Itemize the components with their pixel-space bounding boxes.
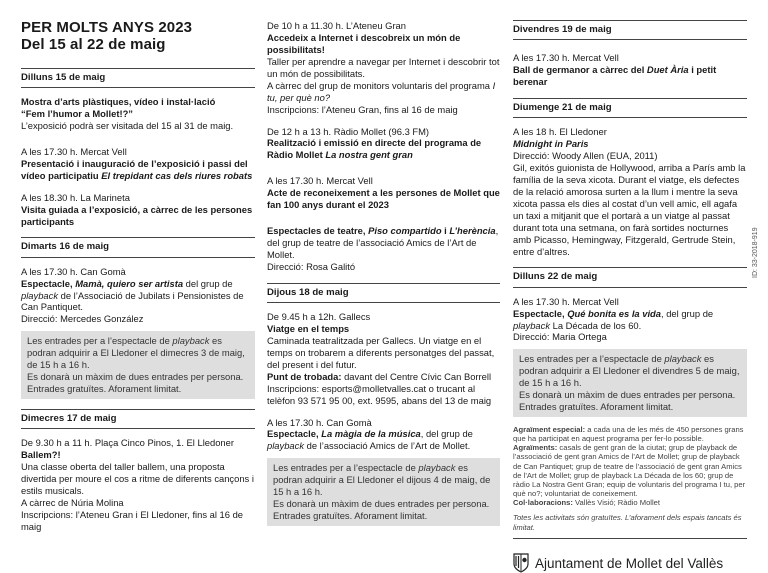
title-rest-2: de l’associació Amics de l’Art de Mollet.: [304, 440, 471, 452]
title-italic: Qué bonita es la vida: [567, 307, 661, 319]
event-time: A les 18.30 h. La Marineta: [21, 191, 130, 203]
event-theatre: [267, 225, 500, 273]
event-time: A les 18 h. El Lledoner: [513, 126, 607, 138]
event-title: [21, 278, 255, 314]
title-italic: La nostra gent gran: [325, 149, 413, 161]
event-title: [267, 225, 500, 261]
coat-of-arms-icon: [513, 553, 529, 573]
event-exhibition: [21, 96, 255, 132]
event-title: [513, 308, 747, 332]
event-time: A les 17.30 h. Can Gomà: [21, 265, 126, 277]
note-text: a cada una de les més de 450 persones grans que ha participat en aquest programa per fer-lo possible.: [513, 425, 744, 444]
ticket-line-2: Es donarà un màxim de dues entrades per persona.: [27, 371, 244, 383]
event-show-mama: [21, 266, 255, 326]
event-centenarians: [267, 175, 500, 211]
playback-word: playback: [21, 289, 59, 301]
event-time: A les 17.30 h. Mercat Vell: [21, 145, 127, 157]
event-guided-visit: [21, 192, 255, 228]
city-council-logo: [513, 553, 747, 573]
play-2: L’herència: [449, 225, 496, 237]
event-title: [21, 158, 255, 182]
note-label: Agraïments:: [513, 443, 558, 453]
note-label: Agraïment especial:: [513, 425, 586, 435]
text: Les entrades per a l’espectacle de: [27, 335, 173, 347]
text: es podran adquirir a El Lledoner el divendres 5 de maig, de 15 h a 16 h.: [519, 353, 740, 389]
title-line-2: Del 15 al 22 de maig: [21, 35, 166, 53]
meet-place: davant del Centre Cívic Can Borrell: [341, 370, 492, 382]
column-2: [267, 20, 500, 536]
event-description: Caminada teatralitzada per Gallecs. Un viatge en el temps on trobarem a diferents personatges del passat, del present i del futur.: [267, 334, 495, 370]
free-activities-note: Totes les activitats són gratuïtes. L’aforament dels espais tancats és limitat.: [513, 513, 742, 532]
ticket-line-3: Entrades gratuïtes. Aforament limitat.: [519, 401, 674, 413]
event-dance: [513, 52, 747, 88]
day-heading-wednesday: Dimecres 17 de maig: [21, 409, 255, 429]
day-heading-sunday: Diumenge 21 de maig: [513, 98, 747, 118]
note-thanks: [513, 443, 747, 498]
event-title: Visita guiada a l’exposició, a càrrec de les persones participants: [21, 203, 253, 227]
event-title: Mostra d’arts plàstiques, vídeo i instal·lació: [21, 96, 216, 108]
ticket-line-2: Es donarà un màxim de dues entrades per persona.: [519, 389, 736, 401]
note-text: Vallès Visió; Ràdio Mollet: [572, 497, 661, 507]
day-heading-monday-22: Dilluns 22 de maig: [513, 267, 747, 287]
text: es podran adquirir a El Lledoner el dimecres 3 de maig, de 15 h a 16 h.: [27, 335, 245, 371]
event-time: De 9.30 h a 11 h. Plaça Cinco Pinos, 1. El Lledoner: [21, 437, 234, 449]
event-presentation: [21, 146, 255, 182]
program-name: I tu, per què no?: [267, 79, 496, 103]
event-time: A les 17.30 h. Can Gomà: [267, 416, 372, 428]
event-title: [267, 137, 500, 161]
event-director: Direcció: Maria Ortega: [513, 331, 607, 343]
event-time: De 12 h a 13 h. Ràdio Mollet (96.3 FM): [267, 125, 430, 137]
event-time: A les 17.30 h. Mercat Vell: [513, 295, 619, 307]
title-italic: El trepidant cas dels riures robats: [101, 169, 253, 181]
meet-label: Punt de trobada:: [267, 370, 342, 382]
title-bold: Espectacle,: [21, 277, 73, 289]
document-id: ID: 33-2018-919: [752, 227, 759, 278]
event-director: Direcció: Rosa Galitó: [267, 260, 356, 272]
text: Les entrades per a l’espectacle de: [519, 353, 665, 365]
event-title: Ballem?!: [21, 449, 61, 461]
ticket-line-3: Entrades gratuïtes. Aforament limitat.: [27, 383, 182, 395]
text: Les entrades per a l’espectacle de: [273, 462, 419, 474]
title-bold: Ball de germanor a càrrec del: [513, 64, 647, 76]
event-title: Acte de reconeixement a les persones de Mollet que fan 100 anys durant el 2023: [267, 187, 500, 211]
event-title: Accedeix a Internet i descobreix un món de possibilitats!: [267, 31, 461, 55]
event-director: Direcció: Mercedes González: [21, 313, 144, 325]
event-inscriptions: Inscripcions: l’Ateneu Gran, fins al 16 de maig: [267, 103, 458, 115]
ticket-line-1: [273, 462, 494, 498]
event-time-travel: [267, 311, 500, 407]
title-italic: Mamà, quiero ser artista: [75, 277, 184, 289]
event-director: Direcció: Woody Allen (EUA, 2011): [513, 150, 658, 162]
title-italic: La màgia de la música: [321, 428, 421, 440]
title-bold: Realització i emissió en directe del programa de Ràdio Mollet: [267, 137, 482, 161]
note-special-thanks: [513, 425, 747, 443]
day-heading-tuesday: Dimarts 16 de maig: [21, 237, 255, 257]
event-inscriptions: Inscripcions: esports@molletvalles.cat o trucant al telèfon 93 571 95 00, ext. 9595, abans del 13 de maig: [267, 382, 492, 406]
title-line-1: PER MOLTS ANYS 2023: [21, 19, 193, 36]
event-description: Una classe oberta del taller ballem, una proposta divertida per moure el cos a ritme de diferents cançons i estils musicals.: [21, 461, 254, 496]
event-radio: [267, 126, 500, 162]
ticket-info-box: [267, 458, 500, 526]
title-rest-2: de l’Associació de Jubilats i Pensionistes de Can Pantiquet.: [21, 289, 244, 313]
title-bold: Presentació i inauguració de l’exposició i passi del vídeo participatiu: [21, 157, 248, 181]
title-rest: , del grup de: [420, 428, 473, 440]
playback-word: playback: [267, 440, 305, 452]
event-by: A càrrec de Núria Molina: [21, 496, 124, 508]
title-italic: Duet Ària: [646, 64, 689, 76]
event-description: Taller per aprendre a navegar per Internet i descobrir tot un món de possibilitats.: [267, 55, 500, 79]
event-title: Viatge en el temps: [267, 322, 350, 334]
divider: [513, 538, 747, 539]
event-film: [513, 126, 747, 257]
event-meeting-point: [267, 371, 500, 383]
ticket-line-2: Es donarà un màxim de dues entrades per persona.: [273, 498, 490, 510]
ticket-line-1: [519, 353, 741, 389]
note-text: casals de gent gran de la ciutat; grup de playback de l’associació de gent gran Amics de l’Art de Mollet; grup de playback de Can Pantiquet; grup de teatre de l’associació de gent gran Amics de l’Art de Mollet; grup de playback La Década de los 60; grup de ràdio La Nostra Gent Gran; equip de voluntaris del programa I tu, per què no?; voluntariat de coneixement.: [513, 443, 746, 498]
event-ballem: [21, 437, 255, 533]
event-internet: [267, 20, 500, 116]
note-label: Col·laboracions:: [513, 497, 573, 507]
event-show-bonita: [513, 296, 747, 344]
ticket-line-3: Entrades gratuïtes. Aforament limitat.: [273, 510, 428, 522]
text: es podran adquirir a El Lledoner el dijous 4 de maig, de 15 h a 16 h.: [273, 462, 491, 498]
day-heading-friday: Divendres 19 de maig: [513, 20, 747, 40]
title-rest: , del grup de: [661, 307, 714, 319]
title-rest: i petit berenar: [513, 64, 717, 88]
event-show-music: [267, 417, 500, 453]
ticket-info-box: [513, 349, 747, 417]
text: A càrrec del grup de monitors voluntaris del programa: [267, 79, 493, 91]
event-title: [267, 428, 500, 452]
column-3: [513, 20, 747, 573]
event-description: L’exposició podrà ser visitada del 15 al 31 de maig.: [21, 119, 234, 131]
ticket-info-box: [21, 331, 255, 399]
city-council-name: Ajuntament de Mollet del Vallès: [535, 555, 724, 571]
title-rest-2: La Década de los 60.: [550, 319, 642, 331]
page-title: [21, 20, 255, 54]
title-rest: del grup de: [183, 277, 233, 289]
title-bold: Espectacles de teatre,: [267, 225, 366, 237]
playback-word: playback: [418, 462, 456, 474]
event-time: A les 17.30 h. Mercat Vell: [267, 175, 373, 187]
ticket-line-1: [27, 335, 249, 371]
title-bold: Espectacle,: [267, 428, 319, 440]
playback-word: playback: [513, 319, 551, 331]
playback-word: playback: [664, 353, 702, 365]
day-heading-monday: Dilluns 15 de maig: [21, 68, 255, 88]
play-1: Piso compartido: [368, 225, 442, 237]
event-time: A les 17.30 h. Mercat Vell: [513, 52, 619, 64]
event-time: De 9.45 h a 12h. Gallecs: [267, 311, 371, 323]
title-rest: , del grup de teatre de l’associació Amics de l’Art de Mollet.: [267, 225, 499, 260]
title-bold: Espectacle,: [513, 307, 565, 319]
conjunction: i: [441, 225, 450, 237]
note-collaborations: [513, 498, 747, 507]
acknowledgements: [513, 425, 747, 507]
column-1: [21, 20, 255, 543]
playback-word: playback: [172, 335, 210, 347]
event-inscriptions: Inscripcions: l’Ateneu Gran i El Lledoner, fins al 16 de maig: [21, 508, 244, 532]
event-by: [267, 80, 500, 104]
event-title: [513, 64, 747, 88]
event-title: Midnight in Paris: [513, 138, 589, 150]
event-description: Gil, exitós guionista de Hollywood, arriba a París amb la família de la seva xicota. Durant el viatge, els defectes de la relació amorosa surten a la llum i mentre la seva xicota passa els dies al costat d’un vell amic, ell agafa un taxi a mitjanit que el portarà a un viatge al passat durant tota una setmana, on farà sortides nocturnes amb Picasso, Hemingway, Fitzgerald, Gertrude Stein, entre d’altres.: [513, 161, 746, 257]
day-heading-thursday: Dijous 18 de maig: [267, 283, 500, 303]
event-time: De 10 h a 11.30 h. L’Ateneu Gran: [267, 20, 406, 31]
event-title-quote: “Fem l’humor a Mollet!?”: [21, 107, 133, 119]
